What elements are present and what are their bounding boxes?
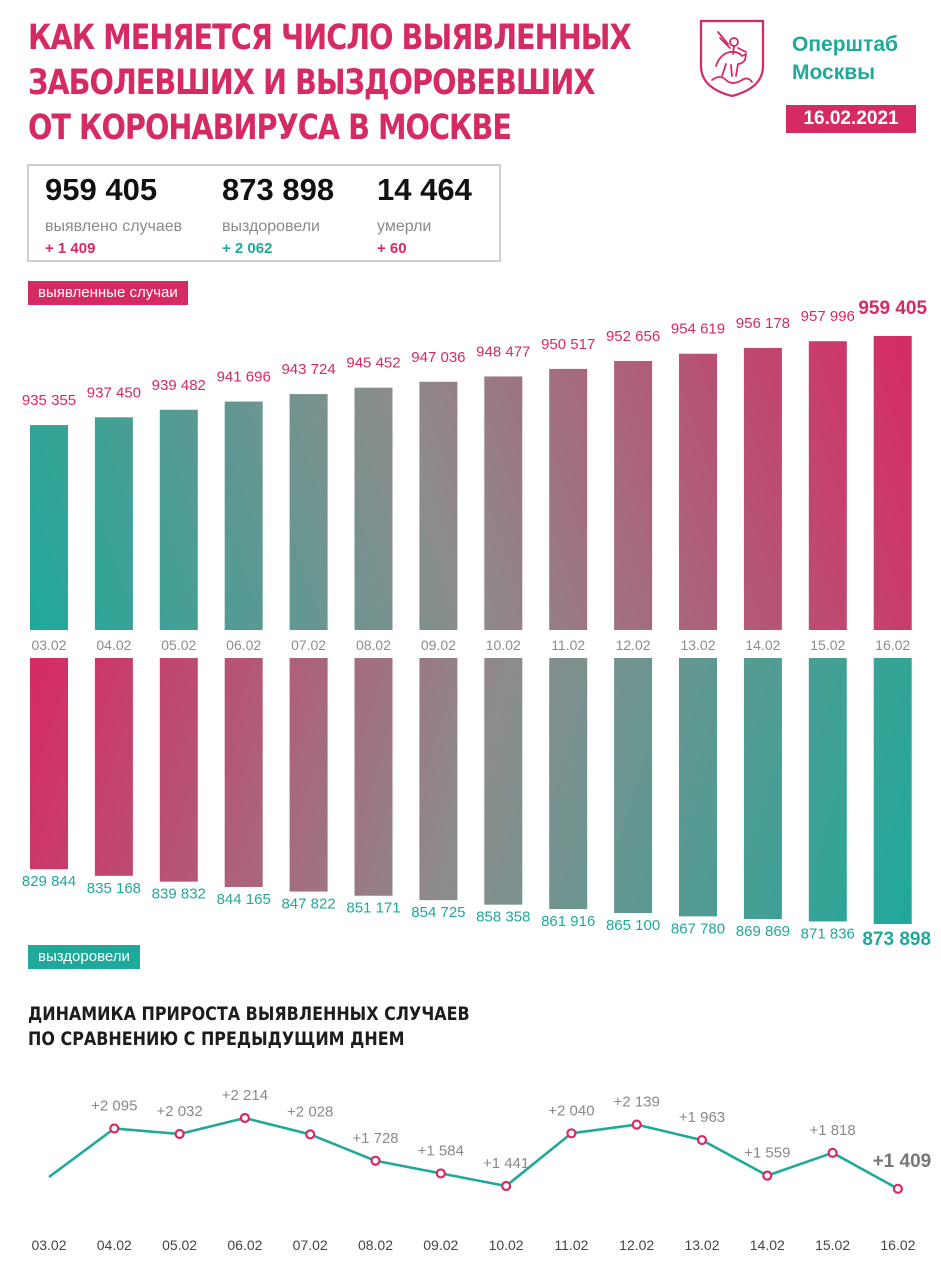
line-date-tick-label: 09.02 [423,1237,459,1253]
stat-cases-value: 959 405 [45,172,158,207]
date-tick-label: 15.02 [810,637,846,653]
recovered-bar [744,658,782,919]
cases-bar [549,369,587,630]
cases-bar [744,348,782,630]
stat-recovered-label: выздоровели [222,218,320,235]
increase-value-label: +2 032 [156,1103,203,1121]
increase-value-label: +1 441 [482,1155,530,1172]
recovered-value-label: 829 844 [21,873,77,891]
line-date-tick-label: 14.02 [749,1237,785,1253]
line-date-tick-label: 13.02 [684,1237,720,1253]
cases-bar [290,394,328,630]
recovered-bar [679,658,717,916]
increase-value-label: +2 214 [221,1087,269,1104]
increase-point [110,1124,118,1132]
recovered-value-label: 861 916 [541,913,596,931]
increase-value-label: +1 409 [872,1150,932,1172]
stat-recovered-delta: + 2 062 [222,240,273,257]
recovered-value-label: 844 165 [216,891,271,909]
date-tick-label: 06.02 [226,637,262,653]
increase-value-label: +2 040 [548,1102,595,1120]
recovered-value-label: 865 100 [605,917,661,935]
cases-value-label: 952 656 [605,327,661,345]
cases-value-label: 939 482 [151,376,206,394]
increase-point [306,1130,314,1138]
increase-value-label: +2 139 [613,1093,660,1111]
date-tick-label: 11.02 [551,637,586,653]
cases-value-label: 948 477 [476,343,531,361]
date-tick-label: 03.02 [31,637,67,653]
increase-point [698,1136,706,1144]
cases-value-label: 954 619 [670,320,726,338]
cases-value-label: 950 517 [541,335,596,353]
date-badge: 16.02.2021 [786,105,916,133]
recovered-value-label: 835 168 [86,879,142,897]
increase-value-label: +1 728 [352,1129,399,1147]
date-tick-label: 16.02 [875,637,911,653]
line-date-tick-label: 11.02 [554,1237,589,1253]
recovered-series-tag: выздоровели [28,945,140,969]
line-chart-title-line-1: ДИНАМИКА ПРИРОСТА ВЫЯВЛЕННЫХ СЛУЧАЕВ [28,1003,470,1025]
line-date-tick-label: 06.02 [227,1237,263,1253]
cases-value-label: 943 724 [281,361,336,379]
recovered-bar [30,658,68,869]
recovered-bar [225,658,263,887]
increase-point [502,1182,510,1190]
cases-bar [355,388,393,630]
recovered-bar [95,658,133,876]
increase-point [372,1157,380,1165]
recovered-value-label: 847 822 [281,895,336,913]
date-tick-label: 12.02 [615,637,651,653]
stat-cases-delta: + 1 409 [45,240,96,257]
recovered-value-label: 851 171 [346,899,401,917]
cases-bar [484,376,522,630]
title-line-2: ЗАБОЛЕВШИХ И ВЫЗДОРОВЕВШИХ [28,63,595,103]
increase-value-label: +2 028 [287,1103,334,1121]
stat-cases-label: выявлено случаев [45,218,183,235]
cases-value-label: 959 405 [858,298,928,319]
increase-value-label: +1 963 [678,1109,726,1127]
recovered-bar [874,658,912,924]
recovered-value-label: 858 358 [476,908,531,926]
increase-point [829,1149,837,1157]
recovered-bar [484,658,522,905]
line-date-tick-label: 12.02 [619,1237,655,1253]
date-tick-label: 07.02 [291,637,327,653]
cases-bar [95,417,133,630]
recovered-value-label: 839 832 [151,885,206,903]
line-date-tick-label: 10.02 [488,1237,524,1253]
line-date-tick-label: 07.02 [292,1237,328,1253]
cases-value-label: 947 036 [411,348,466,366]
cases-value-label: 941 696 [216,368,271,386]
cases-bar [419,382,457,630]
increase-point [894,1185,902,1193]
recovered-bar [419,658,457,900]
increase-point [241,1114,249,1122]
cases-bar [809,341,847,630]
increase-value-label: +2 095 [91,1097,138,1115]
increase-point [763,1172,771,1180]
cases-bar [225,402,263,630]
stat-deaths-label: умерли [377,218,432,235]
cases-value-label: 945 452 [346,354,401,372]
line-chart-title-line-2: ПО СРАВНЕНИЮ С ПРЕДЫДУЩИМ ДНЕМ [28,1028,405,1050]
stat-recovered-value: 873 898 [222,172,335,207]
cases-value-label: 956 178 [735,314,791,332]
stat-deaths-value: 14 464 [377,172,472,207]
increase-series-line [49,1118,898,1189]
recovered-bar [549,658,587,909]
title-line-1: КАК МЕНЯЕТСЯ ЧИСЛО ВЫЯВЛЕННЫХ [28,18,631,58]
cases-bar [874,336,912,630]
cases-series-tag: выявленные случаи [28,281,188,305]
increase-value-label: +1 818 [809,1121,856,1139]
line-date-tick-label: 08.02 [357,1237,394,1253]
recovered-value-label: 869 869 [735,922,791,940]
org-name-line-1: Оперштаб [792,33,898,56]
date-tick-label: 04.02 [96,637,132,653]
recovered-value-label: 854 725 [411,904,466,922]
increase-point [176,1130,184,1138]
recovered-value-label: 873 898 [862,929,932,950]
cases-value-label: 937 450 [86,384,142,402]
increase-point [633,1121,641,1129]
recovered-value-label: 867 780 [670,920,726,938]
cases-value-label: 957 996 [800,308,855,326]
increase-point [437,1169,445,1177]
line-date-tick-label: 15.02 [815,1237,851,1253]
line-date-tick-label: 04.02 [96,1237,132,1253]
line-date-tick-label: 03.02 [31,1237,67,1253]
cases-bar [30,425,68,630]
line-date-tick-label: 05.02 [162,1237,198,1253]
recovered-bar [809,658,847,921]
date-tick-label: 05.02 [161,637,197,653]
cases-bar [679,354,717,630]
recovered-bar [290,658,328,892]
cases-bar [614,361,652,630]
date-tick-label: 14.02 [745,637,781,653]
cases-bar [160,410,198,630]
recovered-value-label: 871 836 [800,925,855,943]
date-tick-label: 13.02 [680,637,716,653]
recovered-bar [160,658,198,882]
increase-point [567,1129,575,1137]
date-tick-label: 09.02 [420,637,456,653]
increase-value-label: +1 559 [744,1144,791,1162]
date-tick-label: 08.02 [355,637,392,653]
org-name-line-2: Москвы [792,61,876,84]
cases-value-label: 935 355 [21,392,77,410]
increase-value-label: +1 584 [417,1142,464,1160]
date-tick-label: 10.02 [485,637,521,653]
stat-deaths-delta: + 60 [377,240,407,257]
recovered-bar [355,658,393,896]
line-date-tick-label: 16.02 [880,1237,916,1253]
line-chart-title [28,1002,470,1052]
title-line-3: ОТ КОРОНАВИРУСА В МОСКВЕ [28,108,512,148]
recovered-bar [614,658,652,913]
